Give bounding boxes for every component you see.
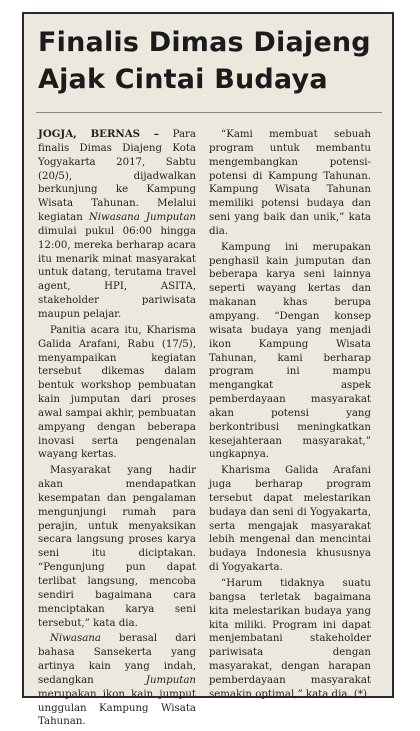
headline [38, 24, 382, 98]
article-column-right [209, 128, 371, 704]
dateline: JOGJA, BERNAS – [38, 128, 159, 140]
paragraph: “Harum tidaknya suatu bangsa terletak bagaimana kita melestarikan budaya yang kita miliki. Program ini dapat menjembatani stakeholder pariwisata dengan masyarakat, dengan harapan pemberdayaan masyarakat semakin optimal,” kata dia. (*) [209, 578, 371, 700]
newspaper-clipping [22, 12, 394, 728]
paragraph: “Kami membuat sebuah program untuk membantu mengembangkan potensi-potensi di Kampung Tahunan. Kampung Wisata Tahunan memiliki potensi budaya dan seni yang baik dan unik,” kata dia. [209, 129, 371, 237]
headline-line-1: Finalis Dimas Diajeng [38, 27, 371, 58]
paragraph: JOGJA, BERNAS – Para finalis Dimas Diajeng Kota Yogyakarta 2017, Sabtu (20/5), dijadwalkan berkunjung ke Kampung Wisata Tahunan. Melalui kegiatan Niwasana Jumputan dimulai pukul 06:00 hingga 12:00, mereka berharap acara itu menarik minat masyarakat untuk datang, terutama travel agent, HPI, ASITA, stakeholder pariwisata maupun pelajar. [38, 128, 196, 320]
paragraph: Niwasana berasal dari bahasa Sansekerta yang artinya kain yang indah, sedangkan Jumputan merupakan ikon kain jumput unggulan Kampung Wisata Tahunan. [38, 633, 196, 728]
paragraph: Panitia acara itu, Kharisma Galida Arafani, Rabu (17/5), menyampaikan kegiatan tersebut dikemas dalam bentuk workshop pembuatan kain jumputan dari proses awal sampai akhir, pembuatan ampyang dengan beberapa inovasi serta pengenalan wayang kertas. [38, 324, 196, 461]
article-column-left [38, 128, 196, 731]
headline-divider [36, 112, 382, 113]
headline-line-2: Ajak Cintai Budaya [38, 64, 328, 95]
paragraph: Masyarakat yang hadir akan mendapatkan kesempatan dan pengalaman mengunjungi rumah para perajin, untuk menyaksikan secara langsung proses karya seni itu diciptakan. “Pengunjung pun dapat terlibat langsung, mencoba sendiri bagaimana cara menciptakan karya seni tersebut,” kata dia. [38, 465, 196, 629]
paragraph: Kampung ini merupakan penghasil kain jumputan dan beberapa karya seni lainnya seperti wayang kertas dan makanan khas berupa ampyang. “Dengan konsep wisata budaya yang menjadi ikon Kampung Wisata Tahunan, kami berharap program ini mampu mengangkat aspek pemberdayaan masyarakat akan potensi yang berkontribusi meningkatkan kesejahteraan masyarakat,” ungkapnya. [209, 241, 371, 461]
paragraph: Kharisma Galida Arafani juga berharap program tersebut dapat melestarikan budaya dan seni di Yogyakarta, serta mengajak masyarakat lebih mengenal dan mencintai budaya Indonesia khususnya di Yogyakarta. [209, 465, 371, 574]
